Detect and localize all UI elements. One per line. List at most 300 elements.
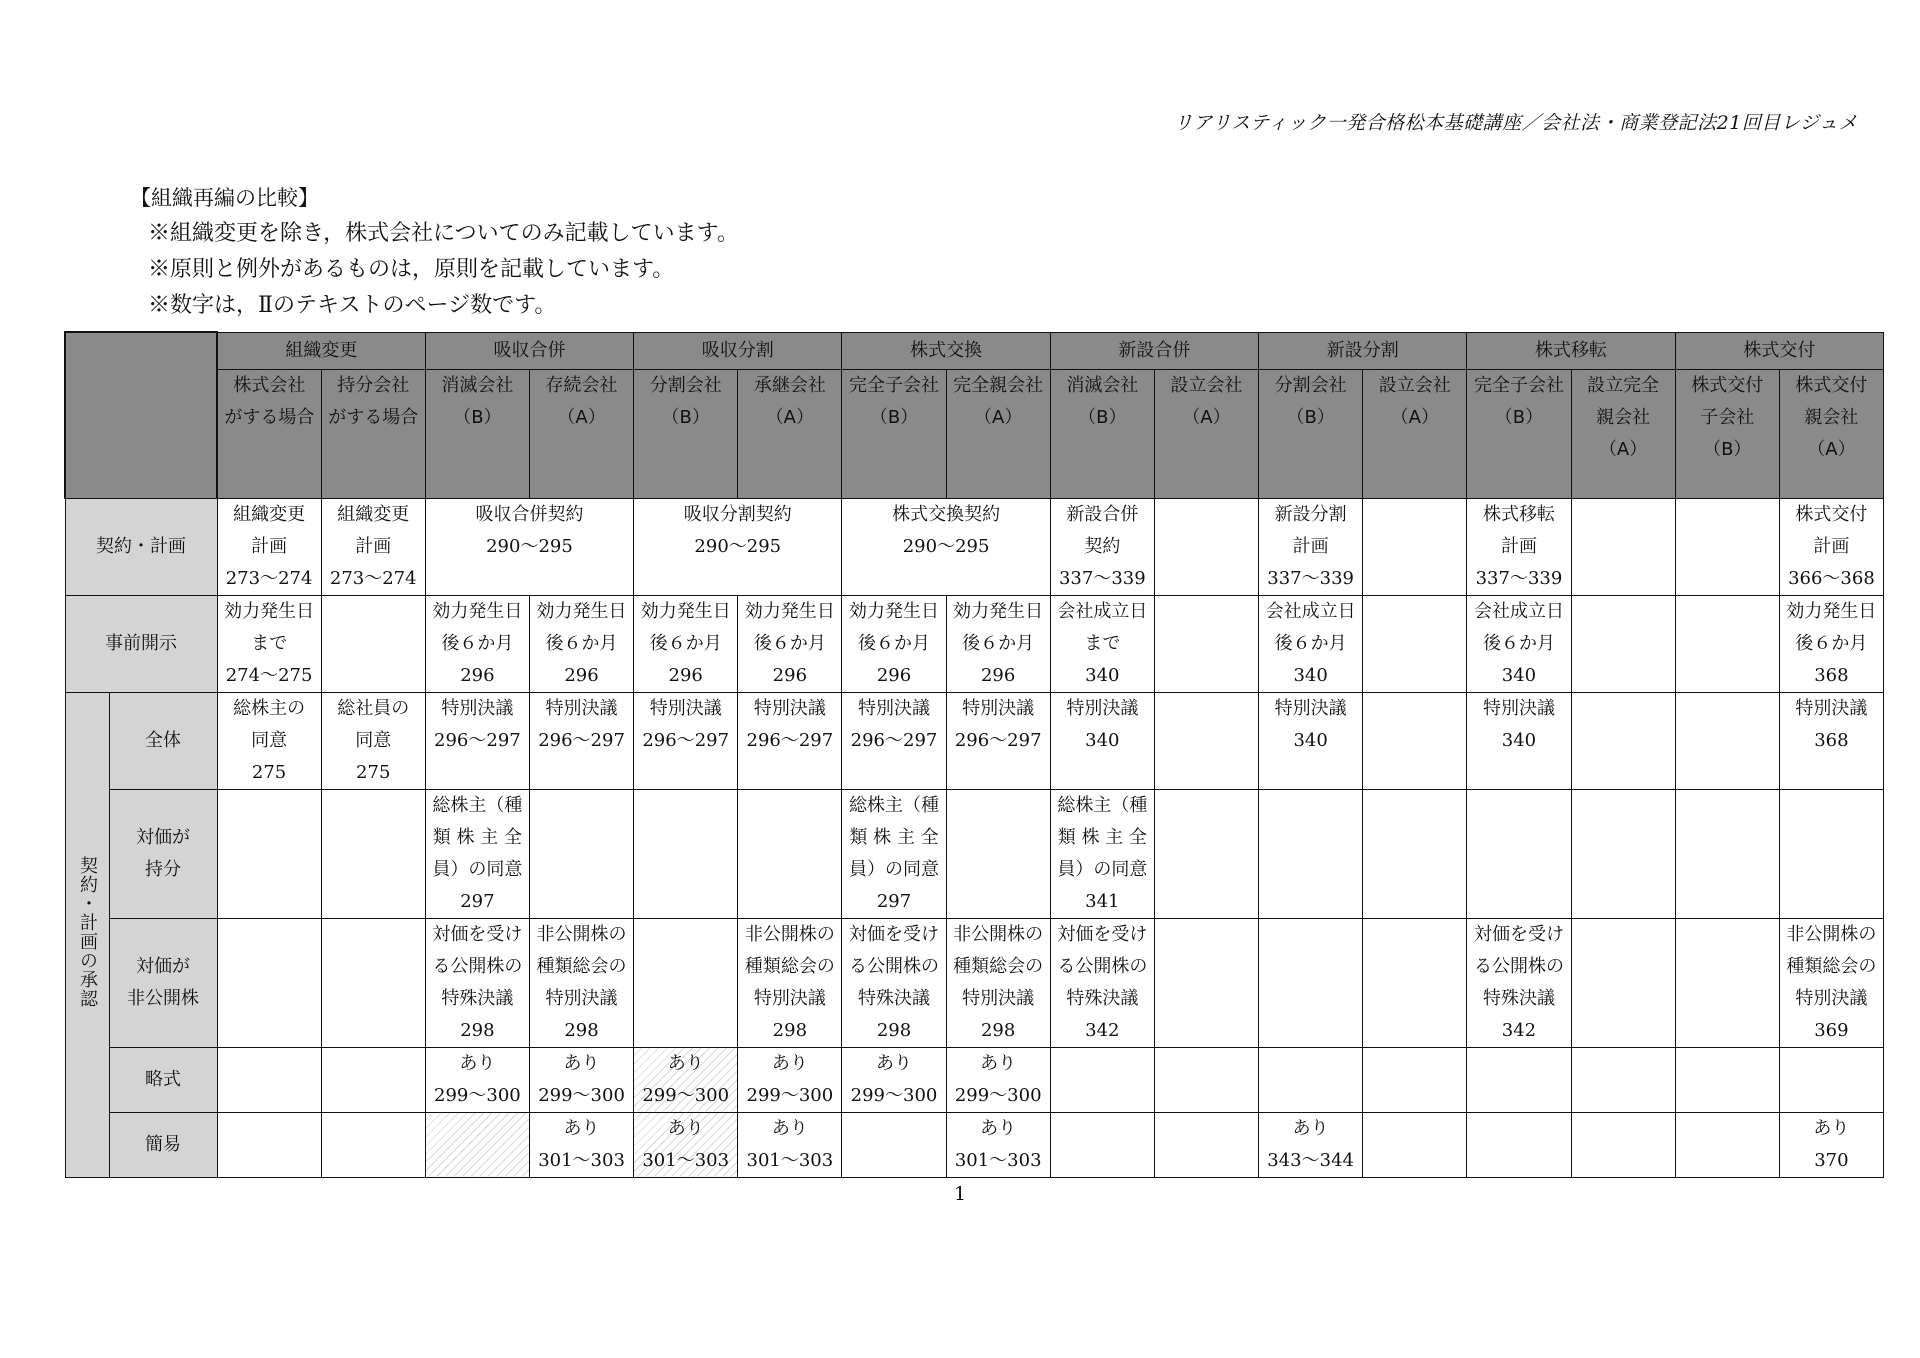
table-cell [1675,1112,1779,1177]
row-header: 全体 [109,692,217,789]
table-cell [425,1112,529,1177]
cell-line: 親会社 [1804,406,1859,428]
table-cell [1154,789,1258,918]
sub-header [1050,369,1154,498]
cell-line: あり [771,1052,808,1074]
table-cell [217,789,321,918]
cell-line: 分割会社 [1274,374,1347,396]
cell-line: （B） [1494,406,1544,428]
cell-line: （A） [557,406,606,428]
cell-line: 296 [772,664,808,686]
table-cell [321,1047,425,1112]
table-cell [634,498,842,595]
table-cell [529,595,633,692]
cell-line: 342 [1085,1019,1120,1041]
table-cell [321,498,425,595]
cell-line: 341 [1085,890,1120,912]
table-cell [425,1047,529,1112]
cell-line: 特別決議 [962,987,1035,1009]
cell-line: （A） [1807,438,1856,460]
cell-line: 設立会社 [1170,374,1243,396]
sub-header [946,369,1050,498]
table-cell [1779,918,1883,1047]
cell-line: 296〜297 [538,729,625,751]
cell-line: 特別決議 [1274,697,1347,719]
cell-line: 後６か月 [1274,632,1347,654]
table-cell [634,595,738,692]
table-cell [1675,789,1779,918]
cell-line: 特別決議 [1795,987,1868,1009]
cell-line: 296 [460,664,495,686]
cell-line: 子会社 [1700,406,1755,428]
sub-header [842,369,946,498]
cell-line: 後６か月 [545,632,618,654]
table-cell [1363,498,1467,595]
page-number: 1 [953,1183,967,1205]
table-cell [217,595,321,692]
cell-line: 296〜297 [850,729,938,751]
table-cell [1467,1112,1571,1177]
cell-line: 吸収分割契約 [683,503,792,525]
cell-line: 完全子会社 [1473,374,1564,396]
table-cell [217,498,321,595]
cell-line: まで [251,632,288,654]
sub-header [1154,369,1258,498]
cell-line: あり [667,1052,704,1074]
cell-line: 299〜300 [850,1084,938,1106]
cell-line: 株式移転 [1482,503,1555,525]
cell-line: 効力発生日 [432,600,523,622]
table-cell [634,918,738,1047]
sub-header [425,369,529,498]
cell-line: 新設分割 [1274,503,1347,525]
row-header: 略式 [109,1047,217,1112]
cell-line: 370 [1814,1149,1849,1171]
cell-line: 296〜297 [746,729,834,751]
cell-line: 効力発生日 [224,600,315,622]
cell-line: 会社成立日 [1265,600,1356,622]
table-cell [738,595,842,692]
table-cell [321,595,425,692]
cell-line: あり [980,1052,1017,1074]
table-cell [1571,918,1675,1047]
table-cell [842,789,946,918]
cell-line: 301〜303 [954,1149,1042,1171]
cell-line: がする場合 [224,406,315,428]
cell-line: 298 [460,1019,495,1041]
table-cell [1571,692,1675,789]
table-cell [1259,498,1363,595]
group-header: 新設分割 [1259,332,1467,369]
cell-line: あり [771,1117,808,1139]
table-cell [1571,1112,1675,1177]
cell-line: 290〜295 [902,535,990,557]
cell-line: 完全子会社 [849,374,940,396]
cell-line: 特別決議 [545,987,618,1009]
table-cell [634,789,738,918]
cell-line: 290〜295 [694,535,782,557]
table-cell [1675,498,1779,595]
cell-line: （A） [1390,406,1439,428]
cell-line: 特殊決議 [1482,987,1555,1009]
cell-line: 特別決議 [649,697,722,719]
cell-line: 非公開株の [1786,923,1877,945]
sub-header [738,369,842,498]
cell-line: 296〜297 [642,729,730,751]
cell-line: 後６か月 [858,632,931,654]
cell-line: 種類総会の [953,955,1044,977]
table-cell [842,918,946,1047]
table-cell [738,1047,842,1112]
cell-line: あり [980,1117,1017,1139]
table-cell [946,1112,1050,1177]
table-cell [1259,789,1363,918]
cell-line: 持分 [145,858,181,880]
cell-line: あり [1813,1117,1850,1139]
table-cell [1363,1112,1467,1177]
cell-line: 296〜297 [434,729,521,751]
table-cell [1675,595,1779,692]
cell-line: （B） [869,406,919,428]
cell-line: る公開株の [432,955,523,977]
cell-line: 366〜368 [1788,567,1875,589]
cell-line: 337〜339 [1058,567,1146,589]
cell-line: 会社成立日 [1057,600,1148,622]
cell-line: 契約 [1084,535,1121,557]
table-cell [425,789,529,918]
group-header: 組織変更 [217,332,425,369]
cell-line: 298 [772,1019,808,1041]
cell-line: 株式交付 [1795,374,1868,396]
table-cell [1779,1112,1883,1177]
table-cell [634,1047,738,1112]
row-kani [65,1112,1884,1177]
cell-line: 340 [1293,729,1328,751]
cell-line: 同意 [251,729,288,751]
table-cell [1363,692,1467,789]
group-header: 株式移転 [1467,332,1675,369]
table-cell [1571,789,1675,918]
cell-line: 対価が [136,955,190,977]
table-cell [738,918,842,1047]
table-cell [946,789,1050,918]
row-keiyaku [65,498,1884,595]
cell-line: 対価を受け [849,923,940,945]
cell-line: 301〜303 [538,1149,625,1171]
comparison-table [64,331,1884,1178]
cell-line: 298 [876,1019,912,1041]
cell-line: 計画 [1813,535,1850,557]
cell-line: 343〜344 [1267,1149,1354,1171]
section-title: 【組織再編の比較】 [130,186,319,210]
note-line: ※原則と例外があるものは，原則を記載しています。 [148,257,675,282]
document-header: リアリスティック一発合格松本基礎講座／会社法・商業登記法21回目レジュメ [1173,112,1858,134]
cell-line: 特別決議 [1482,697,1555,719]
notes-block [130,180,739,324]
table-cell [1259,918,1363,1047]
cell-line: 親会社 [1596,406,1651,428]
table-cell [946,692,1050,789]
table-cell [1259,1047,1363,1112]
table-cell [321,789,425,918]
sub-header [1675,369,1779,498]
table-cell [1675,1047,1779,1112]
cell-line: 273〜274 [329,567,417,589]
cell-line: 特別決議 [545,697,618,719]
cell-line: 組織変更 [337,503,410,525]
cell-line: 総株主（種 [432,794,523,816]
table-cell [842,595,946,692]
cell-line: 総株主の [233,697,306,719]
group-header: 新設合併 [1050,332,1258,369]
cell-line: 337〜339 [1267,567,1354,589]
cell-line: 類 株 主 全 [432,826,522,848]
table-cell [1467,498,1571,595]
cell-line: 296 [876,664,912,686]
cell-line: 297 [460,890,495,912]
note-line: ※組織変更を除き，株式会社についてのみ記載しています。 [148,221,739,246]
table-cell [1154,498,1258,595]
cell-line: 273〜274 [225,567,313,589]
cell-line: 特別決議 [1795,697,1868,719]
cell-line: 計画 [251,535,288,557]
cell-line: あり [459,1052,496,1074]
table-cell [1363,595,1467,692]
table-cell [842,1047,946,1112]
cell-line: 対価が [136,826,190,848]
cell-line: 株式交付 [1691,374,1764,396]
table-cell [1050,1112,1154,1177]
cell-line: 275 [356,761,391,783]
cell-line: （A） [1182,406,1231,428]
cell-line: （B） [661,406,710,428]
table-cell [738,789,842,918]
table-cell [1779,1047,1883,1112]
table-cell [1363,789,1467,918]
cell-line: 設立会社 [1378,374,1451,396]
table-cell [1467,789,1571,918]
table-cell [1467,1047,1571,1112]
cell-line: 299〜300 [642,1084,730,1106]
cell-line: 計画 [355,535,392,557]
cell-line: 消滅会社 [1066,374,1139,396]
group-header-row [65,332,1884,369]
row-ryakushiki [65,1047,1884,1112]
table-cell [1571,595,1675,692]
table-cell [1050,595,1154,692]
row-header [109,918,217,1047]
note-line: ※数字は，Ⅱのテキストのページ数です。 [148,293,557,318]
table-cell [1050,1047,1154,1112]
cell-line: 会社成立日 [1473,600,1564,622]
cell-line: る公開株の [1473,955,1564,977]
group-header: 株式交換 [842,332,1050,369]
table-cell [425,595,529,692]
table-cell [1675,692,1779,789]
cell-line: 存続会社 [545,374,618,396]
table-cell [634,1112,738,1177]
cell-line: あり [563,1117,600,1139]
cell-line: 種類総会の [744,955,835,977]
group-header: 吸収合併 [425,332,633,369]
cell-line: 後６か月 [441,632,514,654]
table-cell [217,918,321,1047]
cell-line: 種類総会の [536,955,627,977]
table-cell [634,692,738,789]
cell-line: 340 [1085,664,1120,686]
cell-line: まで [1084,632,1121,654]
table-cell [529,789,633,918]
cell-line: 後６か月 [649,632,722,654]
cell-line: 後６か月 [1482,632,1555,654]
cell-line: 298 [564,1019,599,1041]
cell-line: 組織変更 [233,503,306,525]
cell-line: 299〜300 [434,1084,521,1106]
table-cell [1050,498,1154,595]
cell-line: 同意 [355,729,392,751]
table-cell [946,595,1050,692]
cell-line: 株式交換契約 [892,503,1001,525]
table-cell [1467,692,1571,789]
table-cell [529,1047,633,1112]
cell-line: 特殊決議 [441,987,514,1009]
row-mochibun [65,789,1884,918]
row-header: 事前開示 [65,595,217,692]
group-header: 株式交付 [1675,332,1883,369]
table-cell [738,1112,842,1177]
cell-line: 297 [876,890,912,912]
cell-line: 296 [564,664,599,686]
table-cell [1050,918,1154,1047]
cell-line: 総株主（種 [849,794,940,816]
sub-header [321,369,425,498]
cell-line: る公開株の [849,955,940,977]
cell-line: 効力発生日 [640,600,731,622]
row-header: 簡易 [109,1112,217,1177]
table-cell [1779,789,1883,918]
cell-line: 特別決議 [441,697,514,719]
cell-line: （B） [1703,438,1752,460]
table-cell [217,692,321,789]
sub-header [1779,369,1883,498]
cell-line: 特別決議 [1066,697,1139,719]
cell-line: 299〜300 [538,1084,625,1106]
row-hikokai [65,918,1884,1047]
sub-header [1259,369,1363,498]
cell-line: 吸収合併契約 [475,503,584,525]
table-cell [529,918,633,1047]
table-cell [529,1112,633,1177]
cell-line: 369 [1814,1019,1849,1041]
cell-line: 対価を受け [432,923,523,945]
table-cell [1050,789,1154,918]
cell-line: （A） [974,406,1023,428]
table-cell [1363,918,1467,1047]
row-header: 契約・計画 [65,498,217,595]
table-corner [65,332,217,498]
table-cell [321,918,425,1047]
cell-line: 後６か月 [962,632,1035,654]
row-header [109,789,217,918]
cell-line: 296〜297 [954,729,1042,751]
table-cell [1154,692,1258,789]
table-cell [1154,595,1258,692]
cell-line: 持分会社 [337,374,410,396]
cell-line: 種類総会の [1786,955,1877,977]
cell-line: 301〜303 [642,1149,730,1171]
cell-line: 効力発生日 [1786,600,1877,622]
cell-line: 特別決議 [753,697,826,719]
cell-line: 非公開株 [127,987,199,1009]
cell-line: （B） [1078,406,1127,428]
table-cell [217,1047,321,1112]
table-cell [529,692,633,789]
table-cell [842,692,946,789]
cell-line: る公開株の [1057,955,1148,977]
cell-line: 337〜339 [1475,567,1563,589]
sub-header [1467,369,1571,498]
cell-line: 対価を受け [1057,923,1148,945]
table-cell [1467,918,1571,1047]
table-cell [1259,595,1363,692]
table-cell [1571,498,1675,595]
cell-line: 完全親会社 [953,374,1044,396]
cell-line: 株式交付 [1795,503,1868,525]
cell-line: 非公開株の [744,923,835,945]
table-cell [1259,692,1363,789]
table-cell [946,1047,1050,1112]
table-cell [217,1112,321,1177]
cell-line: 特別決議 [858,697,931,719]
cell-line: （B） [1286,406,1335,428]
table-cell [842,1112,946,1177]
cell-line: 計画 [1500,535,1537,557]
cell-line: 特別決議 [753,987,826,1009]
cell-line: 368 [1814,664,1849,686]
cell-line: 総株主（種 [1057,794,1148,816]
cell-line: 342 [1501,1019,1537,1041]
sub-header-row [65,369,1884,498]
cell-line: 340 [1085,729,1120,751]
cell-line: （A） [765,406,815,428]
cell-line: 340 [1501,729,1537,751]
table-cell [1779,692,1883,789]
cell-line: あり [876,1052,913,1074]
cell-line: 計画 [1292,535,1329,557]
group-header: 吸収分割 [634,332,842,369]
sub-header [529,369,633,498]
cell-line: 特殊決議 [1066,987,1139,1009]
cell-line: 効力発生日 [536,600,627,622]
table-cell [425,498,633,595]
table-cell [1259,1112,1363,1177]
cell-line: 299〜300 [954,1084,1042,1106]
cell-line: 274〜275 [225,664,313,686]
table-cell [1050,692,1154,789]
approval-group-header [65,692,109,1177]
table-cell [321,692,425,789]
table-cell [946,918,1050,1047]
cell-line: 効力発生日 [849,600,940,622]
cell-line: 特別決議 [962,697,1035,719]
cell-line: 296 [980,664,1016,686]
sub-header [634,369,738,498]
cell-line: 特殊決議 [858,987,931,1009]
cell-line: 新設合併 [1066,503,1139,525]
cell-line: 340 [1501,664,1537,686]
cell-line: あり [667,1117,704,1139]
cell-line: 275 [251,761,287,783]
